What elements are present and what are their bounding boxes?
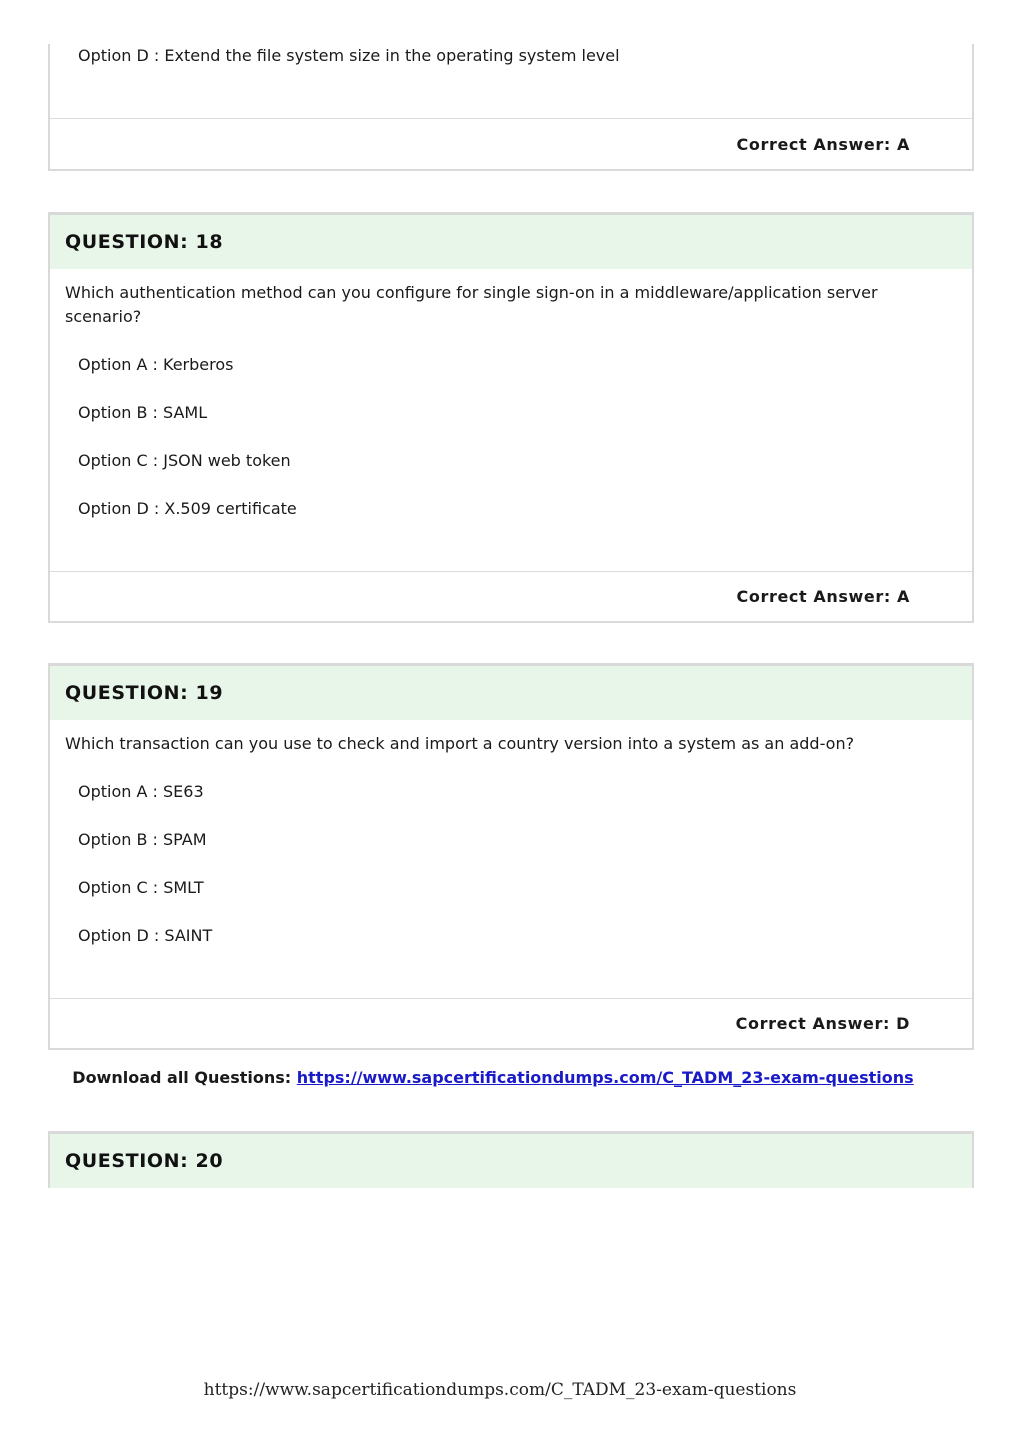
question-card-19 bbox=[48, 663, 974, 1050]
option-a: Option A : SE63 bbox=[78, 782, 204, 801]
question-title: QUESTION: 19 bbox=[50, 666, 972, 720]
option-d: Option D : X.509 certificate bbox=[78, 499, 297, 518]
question-text: Which transaction can you use to check and import a country version into a system as an add-on? bbox=[65, 734, 855, 753]
download-link[interactable]: https://www.sapcertificationdumps.com/C_TADM_23-exam-questions bbox=[296, 1068, 914, 1087]
option-c: Option C : JSON web token bbox=[78, 451, 291, 470]
option-d: Option D : Extend the file system size in the operating system level bbox=[78, 46, 620, 65]
correct-answer: Correct Answer: A bbox=[50, 118, 972, 169]
download-label: Download all Questions: bbox=[72, 1068, 292, 1087]
question-text: Which authentication method can you configure for single sign-on in a middleware/application server scenario? bbox=[65, 283, 878, 326]
question-card-20-partial bbox=[48, 1131, 974, 1188]
correct-answer: Correct Answer: D bbox=[50, 998, 972, 1048]
footer-url: https://www.sapcertificationdumps.com/C_TADM_23-exam-questions bbox=[203, 1380, 797, 1400]
option-b: Option B : SPAM bbox=[78, 830, 207, 849]
question-title: QUESTION: 20 bbox=[50, 1134, 972, 1188]
option-a: Option A : Kerberos bbox=[78, 355, 234, 374]
option-b: Option B : SAML bbox=[78, 403, 208, 422]
correct-answer: Correct Answer: A bbox=[50, 571, 972, 621]
question-card-17-partial bbox=[48, 44, 974, 171]
question-title: QUESTION: 18 bbox=[50, 215, 972, 269]
question-card-18 bbox=[48, 212, 974, 623]
download-all-questions bbox=[0, 1068, 986, 1087]
option-c: Option C : SMLT bbox=[78, 878, 204, 897]
option-d: Option D : SAINT bbox=[78, 926, 213, 945]
